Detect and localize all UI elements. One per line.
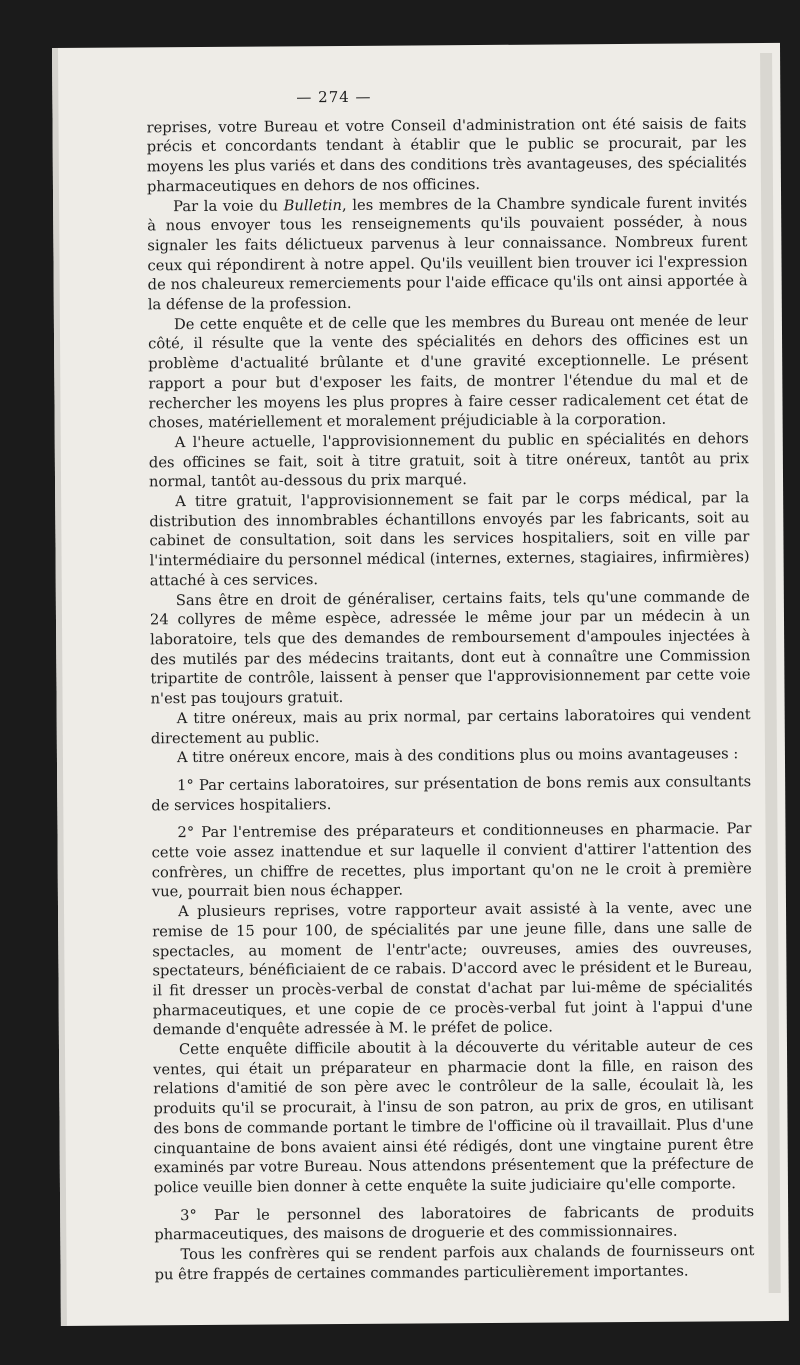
paragraph: De cette enquête et de celle que les membres du Bureau ont menée de leur côté, il résulte que la vente des spécialités en dehors des officines est un problème d'actualité brûlante et d'une gravité exceptionnelle. Le présent rapport a pour but d'exposer les faits, de montrer l'étendue du mal et de rechercher les moyens les plus propres à faire cesser radicalement cet état de choses, matériellement et moralement préjudiciable à la corporation. — [148, 311, 749, 432]
paragraph-text: Par la voie du — [173, 196, 284, 215]
paragraph: reprises, votre Bureau et votre Conseil d'administration ont été saisis de faits précis et concordants tendant à établir que le public se procurait, par les moyens les plus variés et dans des conditions très avantageuses, des spécialités pharmaceutiques en dehors de nos officines. — [146, 114, 747, 196]
list-item-2: 2° Par l'entremise des préparateurs et conditionneuses en pharmacie. Par cette voie assez inattendue et sur laquelle il convient d'attirer l'attention des confrères, un chiffre de recettes, plus important qu'on ne le croit à première vue, pourrait bien nous échapper. — [151, 820, 752, 901]
page-number: — 274 — — [296, 87, 372, 107]
paragraph: A titre gratuit, l'approvisionnement se fait par le corps médical, par la distribution des innombrables échantillons envoyés par les fabricants, soit au cabinet de consultation, soit dans les services hospitaliers, soit en ville par l'intermédiaire du personnel médical (internes, externes, stagiaires, infirmières) attaché à ces services. — [149, 489, 750, 590]
paragraph: A titre onéreux encore, mais à des conditions plus ou moins avantageuses : — [176, 745, 739, 767]
paragraph: Tous les confrères qui se rendent parfois aux chalands de fournisseurs ont pu être frappés de certaines commandes particulièrement importantes. — [154, 1242, 755, 1284]
paragraph: Cette enquête difficile aboutit à la découverte du véritable auteur de ces ventes, qui était un préparateur en pharmacie dont la fille, en raison des relations d'amitié de son père avec le contrôleur de la salle, écoulait là, les produits qu'il se procurait, à l'insu de son patron, au prix de gros, en utilisant des bons de commande portant le timbre de l'officine où il travaillait. Plus d'une cinquantaine de bons avaient ainsi été rédigés, dont une vingtaine purent être examinés par votre Bureau. Nous attendons présentement que la préfecture de police veuille bien donner à cette enquête la suite judiciaire qu'elle comporte. — [153, 1037, 754, 1197]
page-body — [146, 85, 754, 1285]
paragraph: A titre onéreux, mais au prix normal, par certains laboratoires qui vendent directement au public. — [150, 705, 751, 747]
page-sheet — [52, 43, 789, 1326]
paragraph: A plusieurs reprises, votre rapporteur avait assisté à la vente, avec une remise de 15 pour 100, de spécialités par une jeune fille, dans une salle de spectacles, au moment de l'entr'acte; ouvreuses, amies des ouvreuses, spectateurs, bénéficiaient de ce rabais. D'accord avec le président et le Bureau, il fit dresser un procès-verbal de constat d'achat par lui-même de spécialités pharmaceutiques, et une copie de ce procès-verbal fut joint à l'appui d'une demande d'enquête adressée à M. le préfet de police. — [152, 899, 753, 1039]
list-item-3: 3° Par le personnel des laboratoires de fabricants de produits pharmaceutiques, des maisons de droguerie et des commissionnaires. — [154, 1202, 755, 1244]
paragraph: Sans être en droit de généraliser, certains faits, tels qu'une commande de 24 collyres de même espèce, adressée le même jour par un médecin à un laboratoire, tels que des demandes de remboursement d'ampoules injectées à des mutilés par des médecins traitants, dont eut à connaître une Commission tripartite de contrôle, laissent à penser que l'approvisionnement par cette voie n'est pas toujours gratuit. — [149, 587, 751, 708]
page-edge-shadow — [760, 53, 781, 1293]
paragraph — [147, 193, 748, 315]
paragraph-text: , les membres de la Chambre syndicale furent invités à nous envoyer tous les renseignements qu'ils pouvaient posséder, à nous signaler les faits délictueux parvenus à leur connaissance. Nombreux furent ceux qui répondirent à notre appel. Qu'ils veuillent bien trouver ici l'expression de nos chaleureux remerciements pour l'aide efficace qu'ils ont ainsi apportée à la défense de la profession. — [147, 193, 748, 314]
list-item-1: 1° Par certains laboratoires, sur présentation de bons remis aux consultants de services hospitaliers. — [151, 773, 752, 814]
bulletin-title: Bulletin — [283, 196, 343, 214]
paragraph: A l'heure actuelle, l'approvisionnement du public en spécialités en dehors des officines se fait, soit à titre gratuit, soit à titre onéreux, tantôt au prix normal, tantôt au-dessous du prix marqué. — [148, 430, 749, 491]
